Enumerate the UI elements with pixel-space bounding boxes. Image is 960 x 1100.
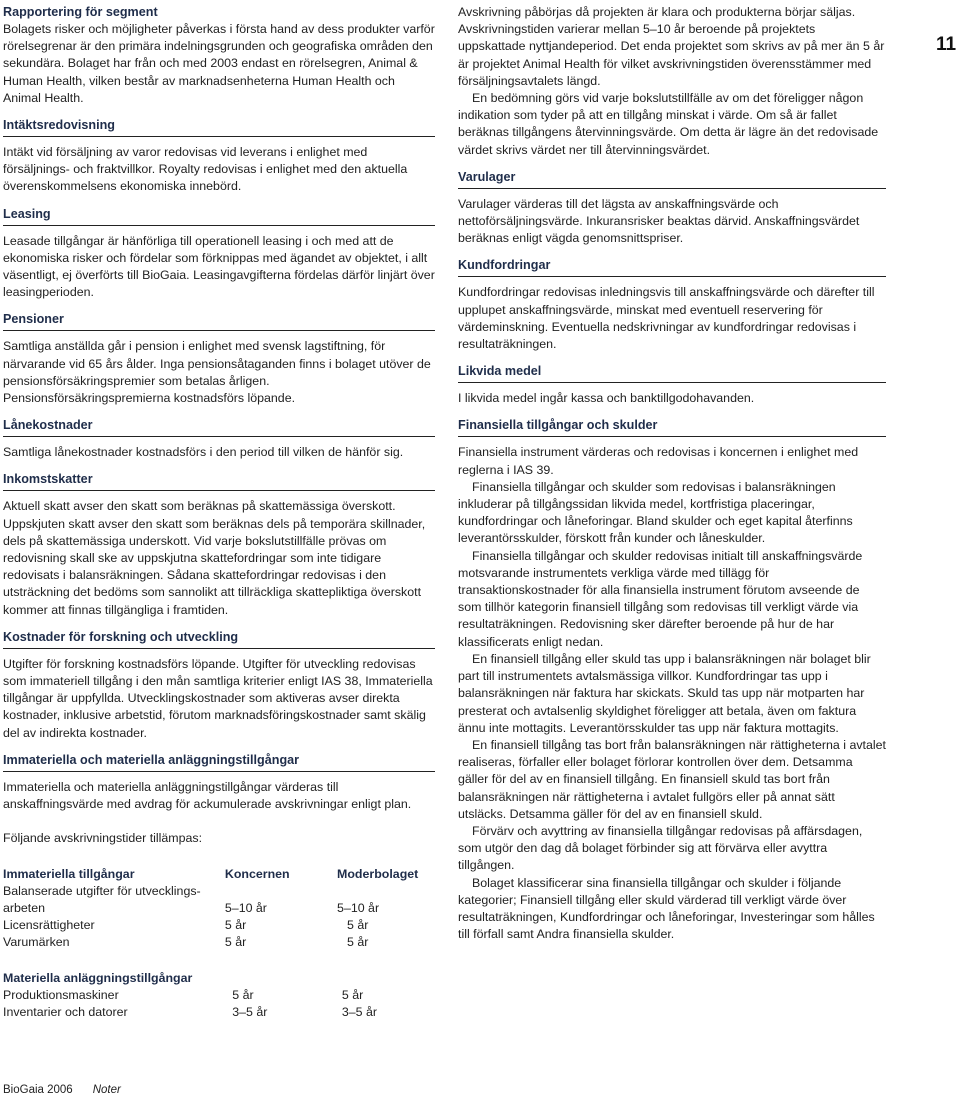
financial-text-1: Finansiella instrument värderas och redovisas i koncernen i enlighet med reglerna i IAS 39. [458,445,859,477]
pensions-text: Samtliga anställda går i pension i enlighet med svensk lagstiftning, för närvarande vid 65 års ålder. Inga pensionsåtaganden finns i bolaget utöver de pensionsförsäkringspremier som betalas årligen. Pensionsförsäkringspremierna kostnadsförs löpande. [3,339,431,406]
footer-company-year: BioGaia 2006 [3,1084,73,1096]
table-cell: 5 år [341,987,364,1002]
heading-cash: Likvida medel [458,363,886,383]
table-row [3,1004,435,1021]
financial-text-5: En finansiell tillgång tas bort från balansräkningen när rättigheterna i avtalet realiseras, förfaller eller bolaget förlorar kontrollen över dem. Detsamma gäller för del av en finansiell tillgång. En finansiell skuld tas bort från balansräkningen när rättigheterna i avtalet fullgörs eller på annat sätt utsläcks. Detsamma gäller för del av en finansiell skuld. [458,737,886,821]
leasing-text: Leasade tillgångar är hänförliga till operationell leasing i och med att de ekonomiska risker och fördelar som förknippas med ägandet av objektet, i allt väsentligt, ej överförts till BioGaia. Leasingavgifterna fördelas därför linjärt över leasingperioden. [3,233,435,300]
depreciation-intro: Följande avskrivningstider tillämpas: [3,831,203,846]
table-cell: 5 år [232,987,254,1002]
heading-assets: Immateriella och materiella anläggningstillgångar [3,752,435,772]
table-cell: 5 år [224,935,247,950]
depreciation-text-2: En bedömning görs vid varje bokslutstillfälle av om det föreligger någon indikation som tyder på att en tillgång minskat i värde. Om så är fallet beräknas tillgångens återvinningsvärde. Om detta är lägre än det redovisade värdet skrivs värdet ner till återvinningsvärdet. [458,91,879,157]
intangible-assets-table [3,866,435,952]
borrowing-text: Samtliga lånekostnader kostnadsförs i den period till vilken de hänför sig. [3,445,404,460]
table-header: Materiella anläggningstillgångar [3,970,193,985]
right-column [458,4,886,943]
heading-segment: Rapportering för segment [3,5,158,19]
taxes-text: Aktuell skatt avser den skatt som beräknas på skattemässiga överskott. Uppskjuten skatt avser den skatt som beräknas dels på temporära skillnader, dels på skattemässiga underskott. Vid varje bokslutstillfälle prövas om redovisning skall ske av uppskjutna skattefordringar som inte tidigare redovisats i balansräkningen. Sådana skattefordringar redovisas i den utsträckning det bedöms som sannolikt att tillräckliga skattepliktiga överskott kommer att finnas tillgängliga i framtiden. [3,499,426,617]
financial-text-7: Bolaget klassificerar sina finansiella tillgångar och skulder i följande kategorier; Finansiell tillgång eller skuld värderad till verkligt värde över resultaträkningen, Kundfordringar och låneforingar, Investeringar som hålles till förfall samt Andra finansiella skulder. [458,875,875,942]
table-cell: 5 år [347,918,369,933]
table-row [3,934,435,951]
cash-text: I likvida medel ingår kassa och banktillgodohavanden. [458,391,755,406]
financial-text-4: En finansiell tillgång eller skuld tas upp i balansräkningen när bolaget blir part till instrumentets avtalsmässiga villkor. Kundfordringar tas upp i balansräkningen när faktura har skickats. Skuld tas upp när motparten har presterat och avtalsenlig skyldighet föreligger att betala, även om faktura ännu inte mottagits. Leverantörsskulder tas upp när faktura mottagits. [458,651,871,735]
table-cell: 3–5 år [341,1004,378,1019]
heading-rnd: Kostnader för forskning och utveckling [3,629,435,649]
table-cell: Inventarier och datorer [3,1004,128,1019]
receivables-text: Kundfordringar redovisas inledningsvis till anskaffningsvärde och därefter till upplupet anskaffningsvärde, minskat med eventuell reservering för värdeminskning. Eventuella nedskrivningar av kundfordringar redovisas i resultaträkningen. [458,285,875,352]
heading-receivables: Kundfordringar [458,257,886,277]
heading-pensions: Pensioner [3,311,435,331]
table-cell [225,883,337,900]
table-cell: Balanserade utgifter för utvecklings- [3,883,201,898]
depreciation-text-1: Avskrivning påbörjas då projekten är klara och produkterna börjar säljas. Avskrivningstiden varierar mellan 5–10 år beroende på projektets uppskattade nyttjandeperiod. Det enda projektet som skrivs av på mer än 5 år är projektet Animal Health för vilket avskrivningstiden överensstämmer med försäljningsavtalets längd. [458,5,885,88]
heading-financial: Finansiella tillgångar och skulder [458,417,886,437]
revenue-text: Intäkt vid försäljning av varor redovisas vid leverans i enlighet med försäljnings- och fraktvillkor. Royalty redovisas i enlighet med den aktuella överenskommelsens ekonomiska innebörd. [3,145,408,194]
table-cell: 3–5 år [232,1004,268,1019]
left-column [3,4,435,1021]
table-cell: Licensrättigheter [3,918,95,933]
rnd-text: Utgifter för forskning kostnadsförs löpande. Utgifter för utveckling redovisas som immateriell tillgång i den mån samtliga kriterier enligt IAS 38, Immateriella tillgångar är uppfyllda. Utvecklingskostnader som aktiveras avser direkta kostnader, inklusive arbetstid, förutom marknadsföringskostnader samt skälig del av indirekta kostnader. [3,656,433,740]
table-cell: 5–10 år [224,900,267,915]
table-header [342,970,435,987]
page-footer [3,1082,121,1099]
heading-borrowing: Lånekostnader [3,417,435,437]
table-cell: Varumärken [3,935,70,950]
footer-section: Noter [92,1084,121,1096]
heading-taxes: Inkomstskatter [3,471,435,491]
table-cell: arbeten [3,900,46,915]
table-header: Koncernen [224,866,290,881]
table-cell: 5 år [347,935,369,950]
table-row [3,883,435,900]
table-cell [337,883,435,900]
table-header: Moderbolaget [337,866,419,881]
financial-text-2: Finansiella tillgångar och skulder som redovisas i balansräkningen inkluderar på tillgångssidan likvida medel, kortfristiga placeringar, kundfordringar och låneforingar. Bland skulder och eget kapital återfinns leverantörsskulder, förskott från kunder och låneskulder. [458,479,853,546]
table-cell: Produktionsmaskiner [3,987,119,1002]
table-cell: 5 år [224,918,247,933]
heading-leasing: Leasing [3,206,435,226]
financial-text-3: Finansiella tillgångar och skulder redovisas initialt till anskaffningsvärde motsvarande instrumentets verkliga värde med tillägg för transaktionskostnader för alla finansiella instrument förutom avseende de som tillhör kategorin finansiell tillgång som redovisas till verkligt värde via resultaträkningen. Redovisning sker därefter beroende på hur de har klassificerats enligt nedan. [458,548,863,649]
table-cell: 5–10 år [337,900,380,915]
financial-text-6: Förvärv och avyttring av finansiella tillgångar redovisas på affärsdagen, som utgör den dag då bolaget förbinder sig att förvärva eller avyttra tillgången. [458,823,863,873]
segment-text: Bolagets risker och möjligheter påverkas i första hand av dess produkter varför rörelsegrenar är den primära indelningsgrunden och geografiska områden den sekundära. Bolaget har från och med 2003 endast en rörelsegren, Animal & Human Health, vilken består av marknadsenheterna Human Health och Animal Health. [3,22,435,105]
heading-inventory: Varulager [458,169,886,189]
tangible-assets-table [3,970,435,1022]
table-row [3,917,435,934]
inventory-text: Varulager värderas till det lägsta av anskaffningsvärde och nettoförsäljningsvärde. Inkuransrisker beaktas därvid. Anskaffningsvärdet beräknas enligt vägda genomsnittspriser. [458,196,860,246]
page-number: 11 [936,34,957,55]
assets-text: Immateriella och materiella anläggningstillgångar värderas till anskaffningsvärde med avdrag för ackumulerade avskrivningar enligt plan. [3,779,412,812]
table-row [3,987,435,1004]
heading-revenue: Intäktsredovisning [3,117,435,137]
table-header: Immateriella tillgångar [3,866,135,881]
table-header [232,970,342,987]
table-row [3,900,435,917]
